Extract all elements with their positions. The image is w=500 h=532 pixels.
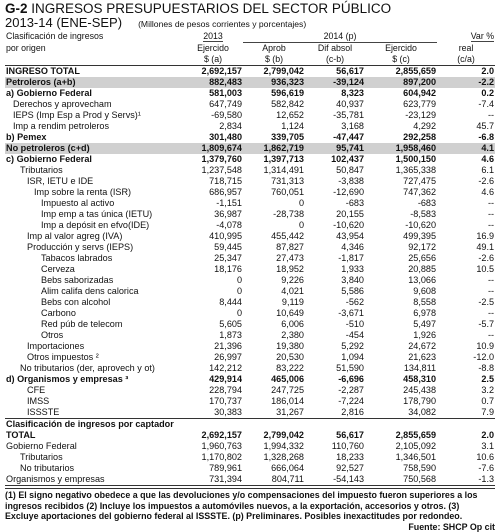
table-row xyxy=(5,374,495,385)
value-aprob: 10,649 xyxy=(276,308,304,318)
value-2013: 2,834 xyxy=(219,121,242,131)
value-dif: 1,933 xyxy=(341,264,364,274)
table-row xyxy=(5,474,495,486)
footnote-p: (p) Preliminares. Posibles inexactitudes por redondeo. xyxy=(232,511,463,522)
value-dif: 8,323 xyxy=(341,88,364,98)
value-aprob: 2,799,042 xyxy=(263,66,304,76)
value-dif: 40,937 xyxy=(336,99,364,109)
row-label: a) Gobierno Federal xyxy=(6,88,92,98)
value-2014: 1,958,460 xyxy=(365,143,437,154)
value-2014: 24,672 xyxy=(408,341,437,351)
row-label: No petroleros (c+d) xyxy=(5,143,183,154)
table-row xyxy=(5,275,495,286)
row-label: b) Pemex xyxy=(6,132,47,142)
value-2014: 134,811 xyxy=(403,363,437,373)
row-label: Impuesto al activo xyxy=(41,198,115,208)
value-var: -- xyxy=(487,308,495,318)
footnote-2: (2) Incluye los impuestos a automóviles nuevos, a la exportación, accesorios y otros. xyxy=(86,500,449,511)
value-var: -6.8 xyxy=(478,132,495,142)
value-var: -- xyxy=(487,275,495,285)
value-var: -2.6 xyxy=(478,253,495,263)
table-row xyxy=(5,441,495,452)
value-2014: 25,656 xyxy=(408,253,437,263)
table-row xyxy=(5,88,495,99)
value-2014: 4,292 xyxy=(413,121,437,131)
value-2014: -683 xyxy=(417,198,437,208)
value-aprob: -28,738 xyxy=(273,209,304,219)
value-aprob: 1,328,268 xyxy=(263,452,304,462)
value-2014: 20,885 xyxy=(408,264,437,274)
unit-c: $ (c) xyxy=(365,54,437,66)
table-row xyxy=(5,352,495,363)
table-row xyxy=(5,143,495,154)
table-row xyxy=(5,407,495,419)
value-var: 49.1 xyxy=(476,242,495,252)
value-2013: 59,445 xyxy=(214,242,242,252)
table-row xyxy=(5,385,495,396)
value-2013: 731,394 xyxy=(183,474,243,486)
col-header-classification: Clasificación de ingresos xyxy=(6,31,104,42)
value-var: -- xyxy=(487,209,495,219)
value-2014: 2,855,659 xyxy=(395,430,437,440)
table-row xyxy=(5,253,495,264)
table-row xyxy=(5,297,495,308)
value-aprob: 455,442 xyxy=(271,231,304,241)
value-aprob: 596,619 xyxy=(271,88,304,98)
value-2013: 1,237,548 xyxy=(201,165,242,175)
table-row xyxy=(5,77,495,88)
footnotes xyxy=(5,488,495,532)
value-var: 7.9 xyxy=(481,407,495,417)
value-2014: 9,608 xyxy=(413,286,437,296)
value-2014: 178,790 xyxy=(403,396,437,406)
col-header-ejercido-a: Ejercido xyxy=(197,42,229,53)
value-aprob: 20,530 xyxy=(276,352,304,362)
header-row-1 xyxy=(5,31,495,43)
value-2013: 718,715 xyxy=(209,176,242,186)
value-2014: 1,365,338 xyxy=(395,165,437,175)
value-var: 3.1 xyxy=(481,441,495,451)
value-dif: 4,346 xyxy=(341,242,364,252)
value-2013: 882,483 xyxy=(183,77,243,88)
value-var: 3.2 xyxy=(481,385,495,395)
value-2013: 789,961 xyxy=(209,463,242,473)
row-label: d) Organismos y empresas ³ xyxy=(6,374,129,384)
table-row xyxy=(5,187,495,198)
value-dif: 43,954 xyxy=(336,231,364,241)
row-label: Imp a rendim petroleros xyxy=(13,121,110,131)
value-dif: -2,287 xyxy=(338,385,364,395)
row-label: Importaciones xyxy=(27,341,85,351)
value-2013: 0 xyxy=(236,286,242,296)
value-aprob: 9,119 xyxy=(281,297,304,307)
table-row xyxy=(5,176,495,187)
col-header-var: Var % xyxy=(470,31,495,42)
value-2013: 1,960,763 xyxy=(201,441,242,451)
table-row xyxy=(5,463,495,474)
row-label: ISR, IETU e IDE xyxy=(27,176,94,186)
row-label: No tributarios (der, aprovech y ot) xyxy=(20,363,155,373)
value-dif: -7,224 xyxy=(338,396,364,406)
captador-heading-row xyxy=(5,419,495,431)
value-dif: 5,586 xyxy=(341,286,364,296)
value-var: 0.7 xyxy=(481,396,495,406)
value-aprob: 936,323 xyxy=(243,77,305,88)
value-dif: 50,847 xyxy=(336,165,364,175)
table-row xyxy=(5,308,495,319)
value-2014: 727,475 xyxy=(403,176,437,186)
value-2014: -8,583 xyxy=(410,209,437,219)
value-aprob: 2,799,042 xyxy=(263,430,304,440)
value-aprob: 19,380 xyxy=(276,341,304,351)
value-var: 4.1 xyxy=(437,143,495,154)
value-2014: 1,500,150 xyxy=(395,154,437,164)
row-label: Alim califa dens calorica xyxy=(41,286,139,296)
row-label: Tributarios xyxy=(20,165,63,175)
value-2014: 604,942 xyxy=(403,88,437,98)
row-label: Imp emp a tas única (IETU) xyxy=(41,209,153,219)
value-2014: 6,978 xyxy=(413,308,437,318)
value-dif: -3,671 xyxy=(338,308,364,318)
col-header-real: real xyxy=(458,42,474,53)
value-dif: -562 xyxy=(345,297,364,307)
footnote-3: (3) Excluye aportaciones del gobierno federal al ISSSTE. xyxy=(5,500,460,522)
value-2013: 1,873 xyxy=(219,330,242,340)
subtitle-line xyxy=(5,16,495,31)
value-2013: 429,914 xyxy=(209,374,242,384)
value-var: -7.6 xyxy=(478,463,495,473)
origin-rows xyxy=(5,66,495,419)
value-2013: 301,480 xyxy=(209,132,242,142)
value-2014: 92,172 xyxy=(408,242,437,252)
row-label: Tributarios xyxy=(20,452,63,462)
value-aprob: 4,021 xyxy=(281,286,304,296)
value-aprob: 760,051 xyxy=(271,187,304,197)
value-dif: 18,233 xyxy=(336,452,364,462)
value-aprob: 666,064 xyxy=(271,463,304,473)
value-2014: 34,082 xyxy=(408,407,437,417)
row-label: Tabacos labrados xyxy=(41,253,113,263)
value-var: -12.0 xyxy=(473,352,495,362)
col-header-ejercido-c: Ejercido xyxy=(385,43,417,53)
value-2013: 2,692,157 xyxy=(201,66,242,76)
table-row xyxy=(5,396,495,407)
value-2014: -10,620 xyxy=(405,220,437,230)
value-2013: 170,737 xyxy=(209,396,242,406)
value-2014: 8,558 xyxy=(413,297,437,307)
value-aprob: 1,994,332 xyxy=(263,441,304,451)
value-2014: 1,926 xyxy=(413,330,437,340)
table-row xyxy=(5,430,495,441)
value-aprob: 9,226 xyxy=(281,275,304,285)
value-2013: 686,957 xyxy=(209,187,242,197)
row-label: Otros xyxy=(41,330,64,340)
value-aprob: 1,397,713 xyxy=(263,154,304,164)
table-row xyxy=(5,99,495,110)
unit-ca: (c/a) xyxy=(437,54,495,66)
value-2014: 292,258 xyxy=(403,132,437,142)
row-label: No tributarios xyxy=(20,463,75,473)
value-aprob: 186,014 xyxy=(271,396,304,406)
value-dif: -39,124 xyxy=(305,77,365,88)
value-2013: 1,170,802 xyxy=(201,452,242,462)
value-2013: 0 xyxy=(236,275,242,285)
row-label: Imp al valor agreg (IVA) xyxy=(27,231,123,241)
value-dif: 92,527 xyxy=(336,463,364,473)
row-label: Otros impuestos ² xyxy=(27,352,99,362)
value-aprob: 6,006 xyxy=(281,319,304,329)
value-2013: 36,987 xyxy=(214,209,242,219)
value-2014: 750,568 xyxy=(365,474,437,486)
table-row xyxy=(5,66,495,78)
row-label: Petroleros (a+b) xyxy=(5,77,183,88)
header-row-3 xyxy=(5,54,495,66)
value-dif: -47,447 xyxy=(333,132,364,142)
header-row-2 xyxy=(5,43,495,55)
col-header-origin: por origen xyxy=(6,42,46,53)
value-var: -- xyxy=(487,286,495,296)
row-label: Bebs con alcohol xyxy=(41,297,111,307)
revenue-table xyxy=(5,31,495,486)
value-var: -- xyxy=(487,110,495,120)
value-dif: -12,690 xyxy=(333,187,364,197)
value-var: 10.9 xyxy=(476,341,495,351)
col-header-dif: Dif absol xyxy=(317,43,353,53)
value-aprob: 804,711 xyxy=(243,474,305,486)
row-label: Organismos y empresas xyxy=(5,474,183,486)
value-dif: 95,741 xyxy=(305,143,365,154)
captador-heading: Clasificación de ingresos por captador xyxy=(5,419,495,431)
table-row xyxy=(5,165,495,176)
value-dif: 51,590 xyxy=(336,363,364,373)
value-dif: 3,840 xyxy=(341,275,364,285)
row-label: IMSS xyxy=(27,396,50,406)
row-label: ISSSTE xyxy=(27,407,60,417)
value-2013: 25,347 xyxy=(214,253,242,263)
table-row xyxy=(5,242,495,253)
value-2013: 581,003 xyxy=(209,88,242,98)
value-dif: -1,817 xyxy=(338,253,364,263)
value-aprob: 18,952 xyxy=(276,264,304,274)
value-2013: 1,809,674 xyxy=(183,143,243,154)
row-label: CFE xyxy=(27,385,46,395)
row-label: IEPS (Imp Esp a Prod y Servs)¹ xyxy=(13,110,141,120)
value-aprob: 0 xyxy=(298,198,304,208)
value-aprob: 1,862,719 xyxy=(243,143,305,154)
value-2014: 2,855,659 xyxy=(395,66,437,76)
value-var: -1.3 xyxy=(437,474,495,486)
title-text: INGRESOS PRESUPUESTARIOS DEL SECTOR PÚBLICO xyxy=(31,1,392,16)
value-aprob: 465,006 xyxy=(271,374,304,384)
document-title xyxy=(5,0,495,16)
table-row xyxy=(5,264,495,275)
table-row xyxy=(5,363,495,374)
value-2013: -1,151 xyxy=(216,198,242,208)
value-var: -5.7 xyxy=(478,319,495,329)
value-2014: 245,438 xyxy=(403,385,437,395)
value-dif: -510 xyxy=(345,319,364,329)
document-page xyxy=(5,0,495,532)
value-2013: 1,379,760 xyxy=(201,154,242,164)
table-row xyxy=(5,319,495,330)
value-2013: 5,605 xyxy=(219,319,242,329)
value-dif: 3,168 xyxy=(341,121,364,131)
row-label: Derechos y aprovecham xyxy=(13,99,112,109)
value-aprob: 339,705 xyxy=(271,132,304,142)
source-label: Fuente: SHCP Op cit xyxy=(408,521,495,532)
table-row xyxy=(5,231,495,242)
value-2014: 1,346,501 xyxy=(395,452,437,462)
value-2014: 747,362 xyxy=(403,187,437,197)
table-code: G-2 xyxy=(5,1,28,16)
period-label: 2013-14 (ENE-SEP) xyxy=(5,15,123,30)
value-var: -7.4 xyxy=(478,99,495,109)
value-2014: 5,497 xyxy=(413,319,437,329)
value-var: 2.0 xyxy=(481,66,495,76)
value-2014: 21,623 xyxy=(408,352,437,362)
value-dif: -6,696 xyxy=(338,374,364,384)
row-label: Red púb de telecom xyxy=(41,319,123,329)
row-label: Imp sobre la renta (ISR) xyxy=(34,187,132,197)
table-row xyxy=(5,220,495,231)
value-aprob: 27,473 xyxy=(276,253,304,263)
value-var: 10.5 xyxy=(476,264,495,274)
value-var: 10.6 xyxy=(476,452,495,462)
value-var: -8.8 xyxy=(478,363,495,373)
value-2013: 8,444 xyxy=(219,297,242,307)
value-aprob: 1,314,491 xyxy=(263,165,304,175)
value-aprob: 31,267 xyxy=(276,407,304,417)
row-label: Producción y servs (IEPS) xyxy=(27,242,134,252)
value-var: 45.7 xyxy=(476,121,495,131)
value-var: 16.9 xyxy=(476,231,495,241)
value-dif: 56,617 xyxy=(336,430,364,440)
row-label: Bebs saborizadas xyxy=(41,275,114,285)
value-dif: -10,620 xyxy=(333,220,364,230)
value-dif: 5,292 xyxy=(341,341,364,351)
value-dif: 20,155 xyxy=(336,209,364,219)
col-header-2014: 2014 (p) xyxy=(243,31,437,43)
value-2013: 18,176 xyxy=(214,264,242,274)
table-row xyxy=(5,110,495,121)
value-aprob: 582,842 xyxy=(271,99,304,109)
value-dif: -35,781 xyxy=(333,110,364,120)
unit-b: $ (b) xyxy=(243,54,305,66)
row-label: INGRESO TOTAL xyxy=(6,66,80,76)
value-aprob: 2,380 xyxy=(281,330,304,340)
value-var: 0.2 xyxy=(481,88,495,98)
value-2013: 30,383 xyxy=(214,407,242,417)
col-header-aprob: Aprob xyxy=(262,43,286,53)
row-label: Imp a depósit en efvo(IDE) xyxy=(41,220,150,230)
value-aprob: 0 xyxy=(298,220,304,230)
value-2013: 228,794 xyxy=(209,385,242,395)
value-var: -- xyxy=(487,198,495,208)
value-dif: 1,094 xyxy=(341,352,364,362)
value-dif: -54,143 xyxy=(305,474,365,486)
value-2013: -69,580 xyxy=(211,110,242,120)
value-var: -2.5 xyxy=(478,297,495,307)
value-aprob: 83,222 xyxy=(276,363,304,373)
value-2013: -4,078 xyxy=(216,220,242,230)
captador-section xyxy=(5,419,495,431)
table-row xyxy=(5,121,495,132)
value-dif: 110,760 xyxy=(331,441,364,451)
value-var: -2.2 xyxy=(437,77,495,88)
value-2013: 142,212 xyxy=(209,363,242,373)
value-aprob: 87,827 xyxy=(276,242,304,252)
table-row xyxy=(5,341,495,352)
row-label: Carbono xyxy=(41,308,76,318)
table-row xyxy=(5,198,495,209)
value-dif: 2,816 xyxy=(341,407,364,417)
value-2014: 2,105,092 xyxy=(395,441,437,451)
value-dif: -3,838 xyxy=(338,176,364,186)
value-var: 6.1 xyxy=(481,165,495,175)
value-2014: 897,200 xyxy=(365,77,437,88)
value-2014: 623,779 xyxy=(403,99,437,109)
value-aprob: 731,313 xyxy=(271,176,304,186)
value-2014: 758,590 xyxy=(403,463,437,473)
value-2013: 647,749 xyxy=(209,99,242,109)
table-row xyxy=(5,209,495,220)
value-aprob: 247,725 xyxy=(271,385,304,395)
value-2014: -23,129 xyxy=(405,110,437,120)
value-2013: 0 xyxy=(236,308,242,318)
value-2014: 499,395 xyxy=(403,231,437,241)
value-var: -2.6 xyxy=(478,176,495,186)
value-var: -- xyxy=(487,220,495,230)
value-var: 4.6 xyxy=(481,154,495,164)
value-var: -- xyxy=(487,330,495,340)
value-2013: 410,995 xyxy=(209,231,242,241)
units-label: (Millones de pesos corrientes y porcentajes) xyxy=(138,19,307,29)
value-dif: -454 xyxy=(345,330,364,340)
value-2013: 2,692,157 xyxy=(201,430,242,440)
unit-a: $ (a) xyxy=(183,54,243,66)
footnote-1: (1) El signo negativo obedece a que las devoluciones y/o compensaciones del impuesto fueron superiores a los ingresos recibidos xyxy=(5,490,478,511)
row-label: Cerveza xyxy=(41,264,75,274)
table-row xyxy=(5,154,495,165)
value-var: 4.6 xyxy=(481,187,495,197)
table-row xyxy=(5,452,495,463)
captador-rows xyxy=(5,430,495,486)
value-aprob: 12,652 xyxy=(276,110,304,120)
value-2014: 458,310 xyxy=(403,374,437,384)
value-var: 2.5 xyxy=(481,374,495,384)
table-row xyxy=(5,286,495,297)
row-label: c) Gobierno Federal xyxy=(6,154,92,164)
value-2014: 13,066 xyxy=(408,275,437,285)
value-dif: 102,437 xyxy=(331,154,364,164)
value-aprob: 1,124 xyxy=(281,121,304,131)
unit-cb: (c-b) xyxy=(305,54,365,66)
value-dif: 56,617 xyxy=(336,66,364,76)
col-header-2013: 2013 xyxy=(203,31,223,42)
row-label: Gobierno Federal xyxy=(6,441,77,451)
value-dif: -683 xyxy=(345,198,364,208)
value-2013: 21,396 xyxy=(214,341,242,351)
table-row xyxy=(5,330,495,341)
value-2013: 26,997 xyxy=(214,352,242,362)
row-label: TOTAL xyxy=(6,430,36,440)
table-row xyxy=(5,132,495,143)
value-var: 2.0 xyxy=(481,430,495,440)
